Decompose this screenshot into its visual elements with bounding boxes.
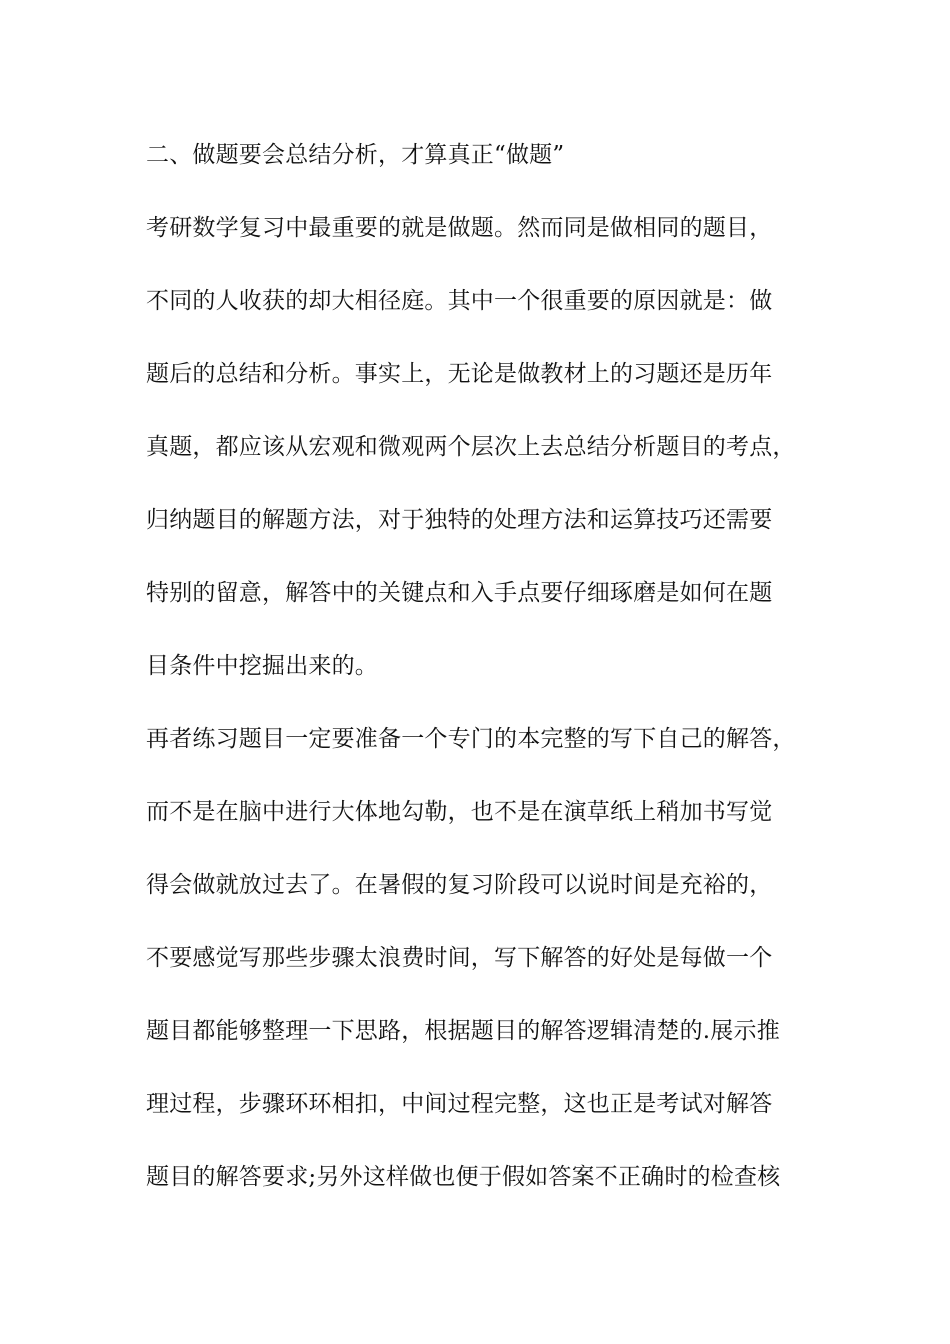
paragraph-1-line: 目条件中挖掘出来的。 <box>146 653 378 679</box>
paragraph-1-line: 归纳题目的解题方法，对于独特的处理方法和运算技巧还需要 <box>146 507 773 533</box>
paragraph-2-line: 题目的解答要求;另外这样做也便于假如答案不正确时的检查核 <box>146 1164 781 1190</box>
paragraph-1-line: 题后的总结和分析。事实上，无论是做教材上的习题还是历年 <box>146 361 773 387</box>
paragraph-1-line: 真题，都应该从宏观和微观两个层次上去总结分析题目的考点， <box>146 434 796 460</box>
paragraph-2-line: 题目都能够整理一下思路，根据题目的解答逻辑清楚的.展示推 <box>146 1018 780 1044</box>
paragraph-2-line: 再者练习题目一定要准备一个专门的本完整的写下自己的解答， <box>146 726 796 752</box>
paragraph-2-line: 得会做就放过去了。在暑假的复习阶段可以说时间是充裕的， <box>146 872 773 898</box>
paragraph-2-line: 理过程，步骤环环相扣，中间过程完整，这也正是考试对解答 <box>146 1091 773 1117</box>
paragraph-2-line: 不要感觉写那些步骤太浪费时间，写下解答的好处是每做一个 <box>146 945 773 971</box>
paragraph-2-line: 而不是在脑中进行大体地勾勒，也不是在演草纸上稍加书写觉 <box>146 799 773 825</box>
paragraph-1-line: 考研数学复习中最重要的就是做题。然而同是做相同的题目， <box>146 215 773 241</box>
paragraph-1-line: 不同的人收获的却大相径庭。其中一个很重要的原因就是：做 <box>146 288 773 314</box>
section-heading: 二、做题要会总结分析，才算真正“做题” <box>146 142 565 168</box>
paragraph-1-line: 特别的留意，解答中的关键点和入手点要仔细琢磨是如何在题 <box>146 580 773 606</box>
